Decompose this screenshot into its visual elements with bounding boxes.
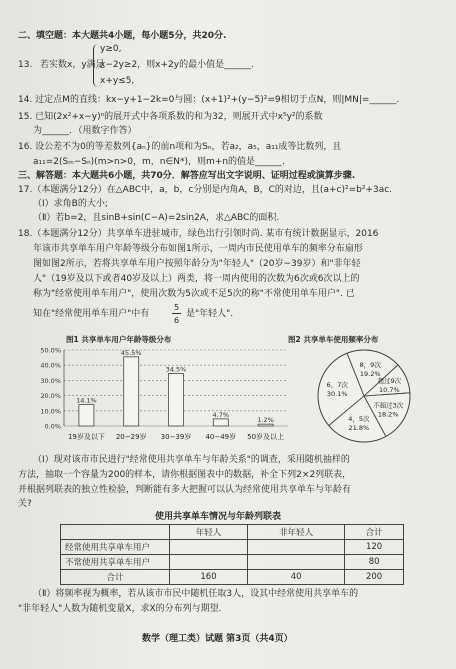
- q17-stem: 17.（本题满分12分）在△ABC中，a，b，c分别是内角A，B，C的对边，且(a+c)²=b²+3ac.: [18, 185, 393, 195]
- q18-line1: 18.（本题满分12分）共享单车进驻城市，绿色出行引领时尚. 某市有统计数据显示，2016: [18, 229, 379, 239]
- pie-slice-value: 18.2%: [377, 410, 399, 419]
- table-cell: 160: [170, 570, 248, 585]
- fig1-title: 图1 共享单车用户年龄等级分布: [66, 335, 172, 344]
- table-header-cell: 合计: [345, 525, 404, 540]
- table-title: 使用共享单车情况与年龄列联表: [155, 512, 282, 522]
- table-row: [61, 570, 404, 585]
- table-cell: 120: [345, 540, 404, 555]
- q14: 14. 过定点M的直线：kx−y+1−2k=0与圆：(x+1)²+(y−5)²=9相切于点N，则|MN|=______.: [18, 95, 400, 105]
- table-cell: [170, 540, 248, 555]
- q17-part1: （Ⅰ）求角B的大小;: [33, 199, 108, 209]
- section3-heading: 三、解答题：本大题共6小题，共70分．解答应写出文字说明、证明过程或演算步骤.: [18, 171, 356, 181]
- bar-value-label: 34.5%: [165, 365, 187, 374]
- y-tick-label: 40.0%: [40, 361, 61, 370]
- table-row: [61, 540, 404, 555]
- y-tick-label: 20.0%: [40, 392, 61, 401]
- bar-value-label: 1.2%: [257, 416, 274, 425]
- q18-line3: 图如图2所示，若将共享单车用户按照年龄分为"年轻人"（20岁−39岁）和"非年轻: [33, 259, 361, 269]
- bar: [124, 357, 139, 426]
- q18-part2-line1: （Ⅱ）将频率视为概率，若从该市市民中随机任取3人，设其中经常使用共享单车的: [33, 589, 359, 599]
- bar-value-label: 45.5%: [120, 348, 142, 357]
- table-header-cell: [61, 525, 170, 540]
- bar: [79, 405, 94, 426]
- table-cell: [170, 555, 248, 570]
- x-tick-label: 19岁及以下: [67, 433, 105, 441]
- x-tick-label: 30−39岁: [160, 433, 192, 441]
- section2-heading: 二、填空题：本大题共4小题，每小题5分，共20分.: [18, 31, 227, 41]
- pie-slice-value: 30.1%: [326, 390, 348, 399]
- y-tick-label: 10.0%: [40, 407, 61, 416]
- q17-part2: （Ⅱ）若b=2，且sinB+sin(C−A)=2sin2A，求△ABC的面积.: [33, 213, 280, 223]
- table-cell: 80: [345, 555, 404, 570]
- fraction-denominator: 6: [174, 316, 180, 325]
- page-footer: 数学（理工类）试题 第3页（共4页）: [142, 634, 293, 644]
- q18-line6b: 是"年轻人".: [186, 309, 234, 319]
- table-cell: 合计: [61, 570, 170, 585]
- x-tick-label: 20−29岁: [115, 433, 147, 441]
- table-cell: 40: [248, 570, 345, 585]
- table-cell: [248, 540, 345, 555]
- table-header-cell: 非年轻人: [248, 525, 345, 540]
- bar-value-label: 14.1%: [76, 396, 97, 405]
- pie-slice-value: 10.7%: [379, 386, 400, 395]
- bar: [213, 419, 228, 426]
- y-tick-label: 50.0%: [40, 346, 61, 355]
- bar: [169, 374, 184, 426]
- table-header-row: [61, 525, 404, 540]
- q18-part1-line1: （Ⅰ）现对该市市民进行"经常使用共享单车与年龄关系"的调查，采用随机抽样的: [33, 455, 350, 465]
- q16-line1: 16. 设公差不为0的等差数列{aₙ}的前n项和为Sₙ，若a₂，a₅，a₁₁成等比数列，且: [18, 142, 342, 152]
- pie-slice-label: 8，9次: [359, 361, 381, 370]
- q18-line4: 人"（19岁及以下或者40岁及以上）两类，将一周内使用的次数为6次或6次以上的: [33, 274, 360, 284]
- table-cell: [248, 555, 345, 570]
- bar-value-label: 4.7%: [212, 410, 230, 419]
- bar: [258, 424, 273, 426]
- q13-number: 13.: [18, 60, 33, 70]
- x-tick-label: 40−49岁: [205, 433, 237, 441]
- fraction-numerator: 5: [174, 303, 180, 312]
- q16-line2: a₁₁=2(Sₘ−Sₙ)(m>n>0，m，n∈N*)，则m+n的值是______.: [33, 157, 285, 167]
- contingency-table: [60, 524, 404, 585]
- fraction-bar: [172, 313, 181, 314]
- q18-line2: 年该市共享单车用户年龄等级分布如图1所示，一周内市民使用单车的频率分布扇形: [33, 244, 363, 254]
- table-cell: 不常使用共享单车用户: [61, 555, 170, 570]
- q13-brace: [93, 44, 98, 87]
- table-header-cell: 年轻人: [170, 525, 248, 540]
- table-row: [61, 555, 404, 570]
- pie-slice-label: 4，5次: [348, 415, 370, 424]
- y-tick-label: 0.0%: [44, 422, 61, 431]
- q18-line5: 称为"经常使用单车用户"，使用次数为5次或不足5次的称"不常使用单车用户". 已: [33, 289, 355, 299]
- q13-cond2: x−2y≥2，则x+2y的最小值是______.: [100, 60, 254, 70]
- y-tick-label: 30.0%: [40, 376, 61, 385]
- q13-stem: 若实数x，y满足: [40, 60, 105, 70]
- q18-line6a: 知在"经常使用单车用户"中有: [33, 309, 150, 319]
- pie-slice-label: 不超过3次: [373, 401, 404, 410]
- pie-slice-label: 超过9次: [377, 377, 402, 386]
- fig2-title: 图2 共享单车使用频率分布: [288, 335, 379, 344]
- pie-slice-value: 21.8%: [348, 424, 370, 433]
- q13-cond3: x+y≤5,: [100, 76, 135, 86]
- pie-slice-label: 6，7次: [326, 381, 348, 390]
- pie-slice-value: 19.2%: [359, 370, 381, 379]
- x-tick-label: 50岁及以上: [247, 433, 285, 441]
- table-cell: 200: [345, 570, 404, 585]
- q13-cond1: y≥0,: [100, 44, 122, 54]
- q18-part1-line2: 方法，抽取一个容量为200的样本，请你根据图表中的数据，补全下列2×2列联表，: [18, 470, 352, 480]
- q18-part1-line4: 关?: [18, 499, 32, 509]
- q18-part2-line2: "非年轻人"人数为随机变量X，求X的分布列与期望.: [18, 604, 222, 614]
- bar-chart: [30, 344, 292, 448]
- q15-line1: 15. 已知(2x²+x−y)ⁿ的展开式中各项系数的和为32，则展开式中x⁵y²的系数: [18, 112, 323, 122]
- table-cell: 经常使用共享单车用户: [61, 540, 170, 555]
- q18-part1-line3: 并根据列联表的独立性检验，判断能有多大把握可以认为经常使用共享单车与年龄有: [18, 485, 352, 495]
- pie-chart: [298, 346, 444, 446]
- q15-line2: 为______．（用数字作答）: [33, 126, 137, 136]
